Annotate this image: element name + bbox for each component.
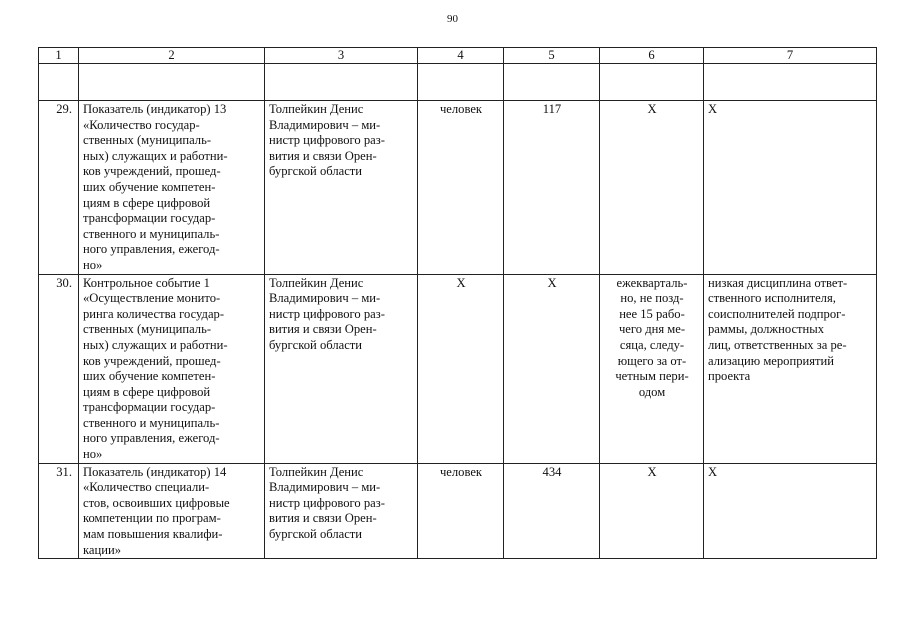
risk-cell — [704, 274, 877, 463]
cell-line: Контрольное событие 1 — [83, 275, 210, 290]
table-cell — [704, 64, 877, 101]
table-row — [39, 463, 877, 559]
risk-cell — [704, 101, 877, 275]
cell-line: «Количество государ- — [83, 117, 200, 132]
cell-line: мам повышения квалифи- — [83, 527, 223, 542]
table-cell — [504, 64, 600, 101]
table-cell — [39, 64, 79, 101]
cell-line: лиц, ответственных за ре- — [708, 337, 847, 352]
cell-line: ственных (муниципаль- — [83, 322, 212, 337]
row-number-cell: 30. — [39, 274, 79, 463]
responsible-cell — [265, 274, 418, 463]
cell-line: Владимирович – ми- — [269, 480, 381, 495]
cell-line: ринга количества государ- — [83, 306, 225, 321]
table-row — [39, 101, 877, 275]
cell-line: ализацию мероприятий — [708, 353, 835, 368]
cell-line: нистр цифрового раз- — [269, 306, 385, 321]
cell-line: кации» — [83, 542, 122, 557]
cell-line: трансформации государ- — [83, 211, 216, 226]
table-cell — [79, 64, 265, 101]
cell-line: стов, освоивших цифровые — [83, 495, 230, 510]
cell-line: ственного и муниципаль- — [83, 415, 220, 430]
unit-cell: человек — [418, 463, 504, 559]
table-row — [39, 274, 877, 463]
table-cell — [418, 64, 504, 101]
responsible-cell — [265, 101, 418, 275]
value-cell: 434 — [504, 463, 600, 559]
cell-line: Владимирович – ми- — [269, 291, 381, 306]
cell-line: циям в сфере цифровой — [83, 384, 211, 399]
cell-line: нее 15 рабо- — [619, 306, 685, 321]
cell-line: ших обучение компетен- — [83, 369, 216, 384]
cell-line: чего дня ме- — [618, 322, 686, 337]
cell-line: бургской области — [269, 164, 363, 179]
unit-cell: человек — [418, 101, 504, 275]
column-header: 1 — [39, 48, 79, 64]
cell-line: сяца, следу- — [619, 337, 685, 352]
indicator-name-cell — [79, 101, 265, 275]
cell-line: но, не позд- — [620, 291, 684, 306]
deadline-cell — [600, 463, 704, 559]
cell-line: ственного исполнителя, — [708, 291, 836, 306]
cell-line: «Осуществление монито- — [83, 291, 221, 306]
cell-line: трансформации государ- — [83, 400, 216, 415]
cell-line: Показатель (индикатор) 13 — [83, 102, 227, 116]
cell-line: ших обучение компетен- — [83, 179, 216, 194]
cell-line: вития и связи Орен- — [269, 322, 377, 337]
cell-line: циям в сфере цифровой — [83, 195, 211, 210]
cell-line: Толпейкин Денис — [269, 102, 364, 116]
cell-line: проекта — [708, 369, 751, 384]
cell-line: четным пери- — [615, 369, 689, 384]
table-cell — [265, 64, 418, 101]
cell-line: ственных (муниципаль- — [83, 133, 212, 148]
cell-line: раммы, должностных — [708, 322, 825, 337]
cell-line: вития и связи Орен- — [269, 511, 377, 526]
cell-line: Владимирович – ми- — [269, 117, 381, 132]
cell-line: нистр цифрового раз- — [269, 495, 385, 510]
header-row — [39, 48, 877, 64]
column-header: 5 — [504, 48, 600, 64]
cell-line: Х — [647, 102, 657, 116]
cell-line: ежекварталь- — [616, 275, 688, 290]
cell-line: ков учреждений, прошед- — [83, 353, 221, 368]
cell-line: Толпейкин Денис — [269, 275, 364, 290]
column-header: 4 — [418, 48, 504, 64]
deadline-cell — [600, 274, 704, 463]
data-table — [38, 47, 877, 559]
indicator-name-cell — [79, 274, 265, 463]
cell-line: Показатель (индикатор) 14 — [83, 464, 227, 479]
cell-line: вития и связи Орен- — [269, 148, 377, 163]
column-header: 2 — [79, 48, 265, 64]
value-cell: 117 — [504, 101, 600, 275]
cell-line: бургской области — [269, 337, 363, 352]
unit-cell: Х — [418, 274, 504, 463]
cell-line: Х — [647, 464, 657, 479]
column-header: 7 — [704, 48, 877, 64]
cell-line: ного управления, ежегод- — [83, 242, 220, 257]
page-number: 90 — [447, 13, 458, 25]
cell-line: ков учреждений, прошед- — [83, 164, 221, 179]
cell-line: низкая дисциплина ответ- — [708, 275, 848, 290]
indicator-name-cell — [79, 463, 265, 559]
cell-line: ственного и муниципаль- — [83, 226, 220, 241]
cell-line: Х — [708, 102, 718, 116]
column-header: 6 — [600, 48, 704, 64]
cell-line: «Количество специали- — [83, 480, 210, 495]
deadline-cell — [600, 101, 704, 275]
responsible-cell — [265, 463, 418, 559]
cell-line: Х — [708, 464, 718, 479]
cell-line: компетенции по програм- — [83, 511, 221, 526]
cell-line: соисполнителей подпрог- — [708, 306, 846, 321]
blank-row — [39, 64, 877, 101]
value-cell: Х — [504, 274, 600, 463]
column-header: 3 — [265, 48, 418, 64]
cell-line: одом — [638, 384, 666, 399]
cell-line: Толпейкин Денис — [269, 464, 364, 479]
cell-line: ных) служащих и работни- — [83, 148, 228, 163]
cell-line: бургской области — [269, 527, 363, 542]
table-cell — [600, 64, 704, 101]
risk-cell — [704, 463, 877, 559]
cell-line: нистр цифрового раз- — [269, 133, 385, 148]
row-number-cell: 31. — [39, 463, 79, 559]
cell-line: но» — [83, 447, 103, 462]
cell-line: ющего за от- — [617, 353, 687, 368]
cell-line: ных) служащих и работни- — [83, 337, 228, 352]
cell-line: но» — [83, 257, 103, 272]
cell-line: ного управления, ежегод- — [83, 431, 220, 446]
row-number-cell: 29. — [39, 101, 79, 275]
